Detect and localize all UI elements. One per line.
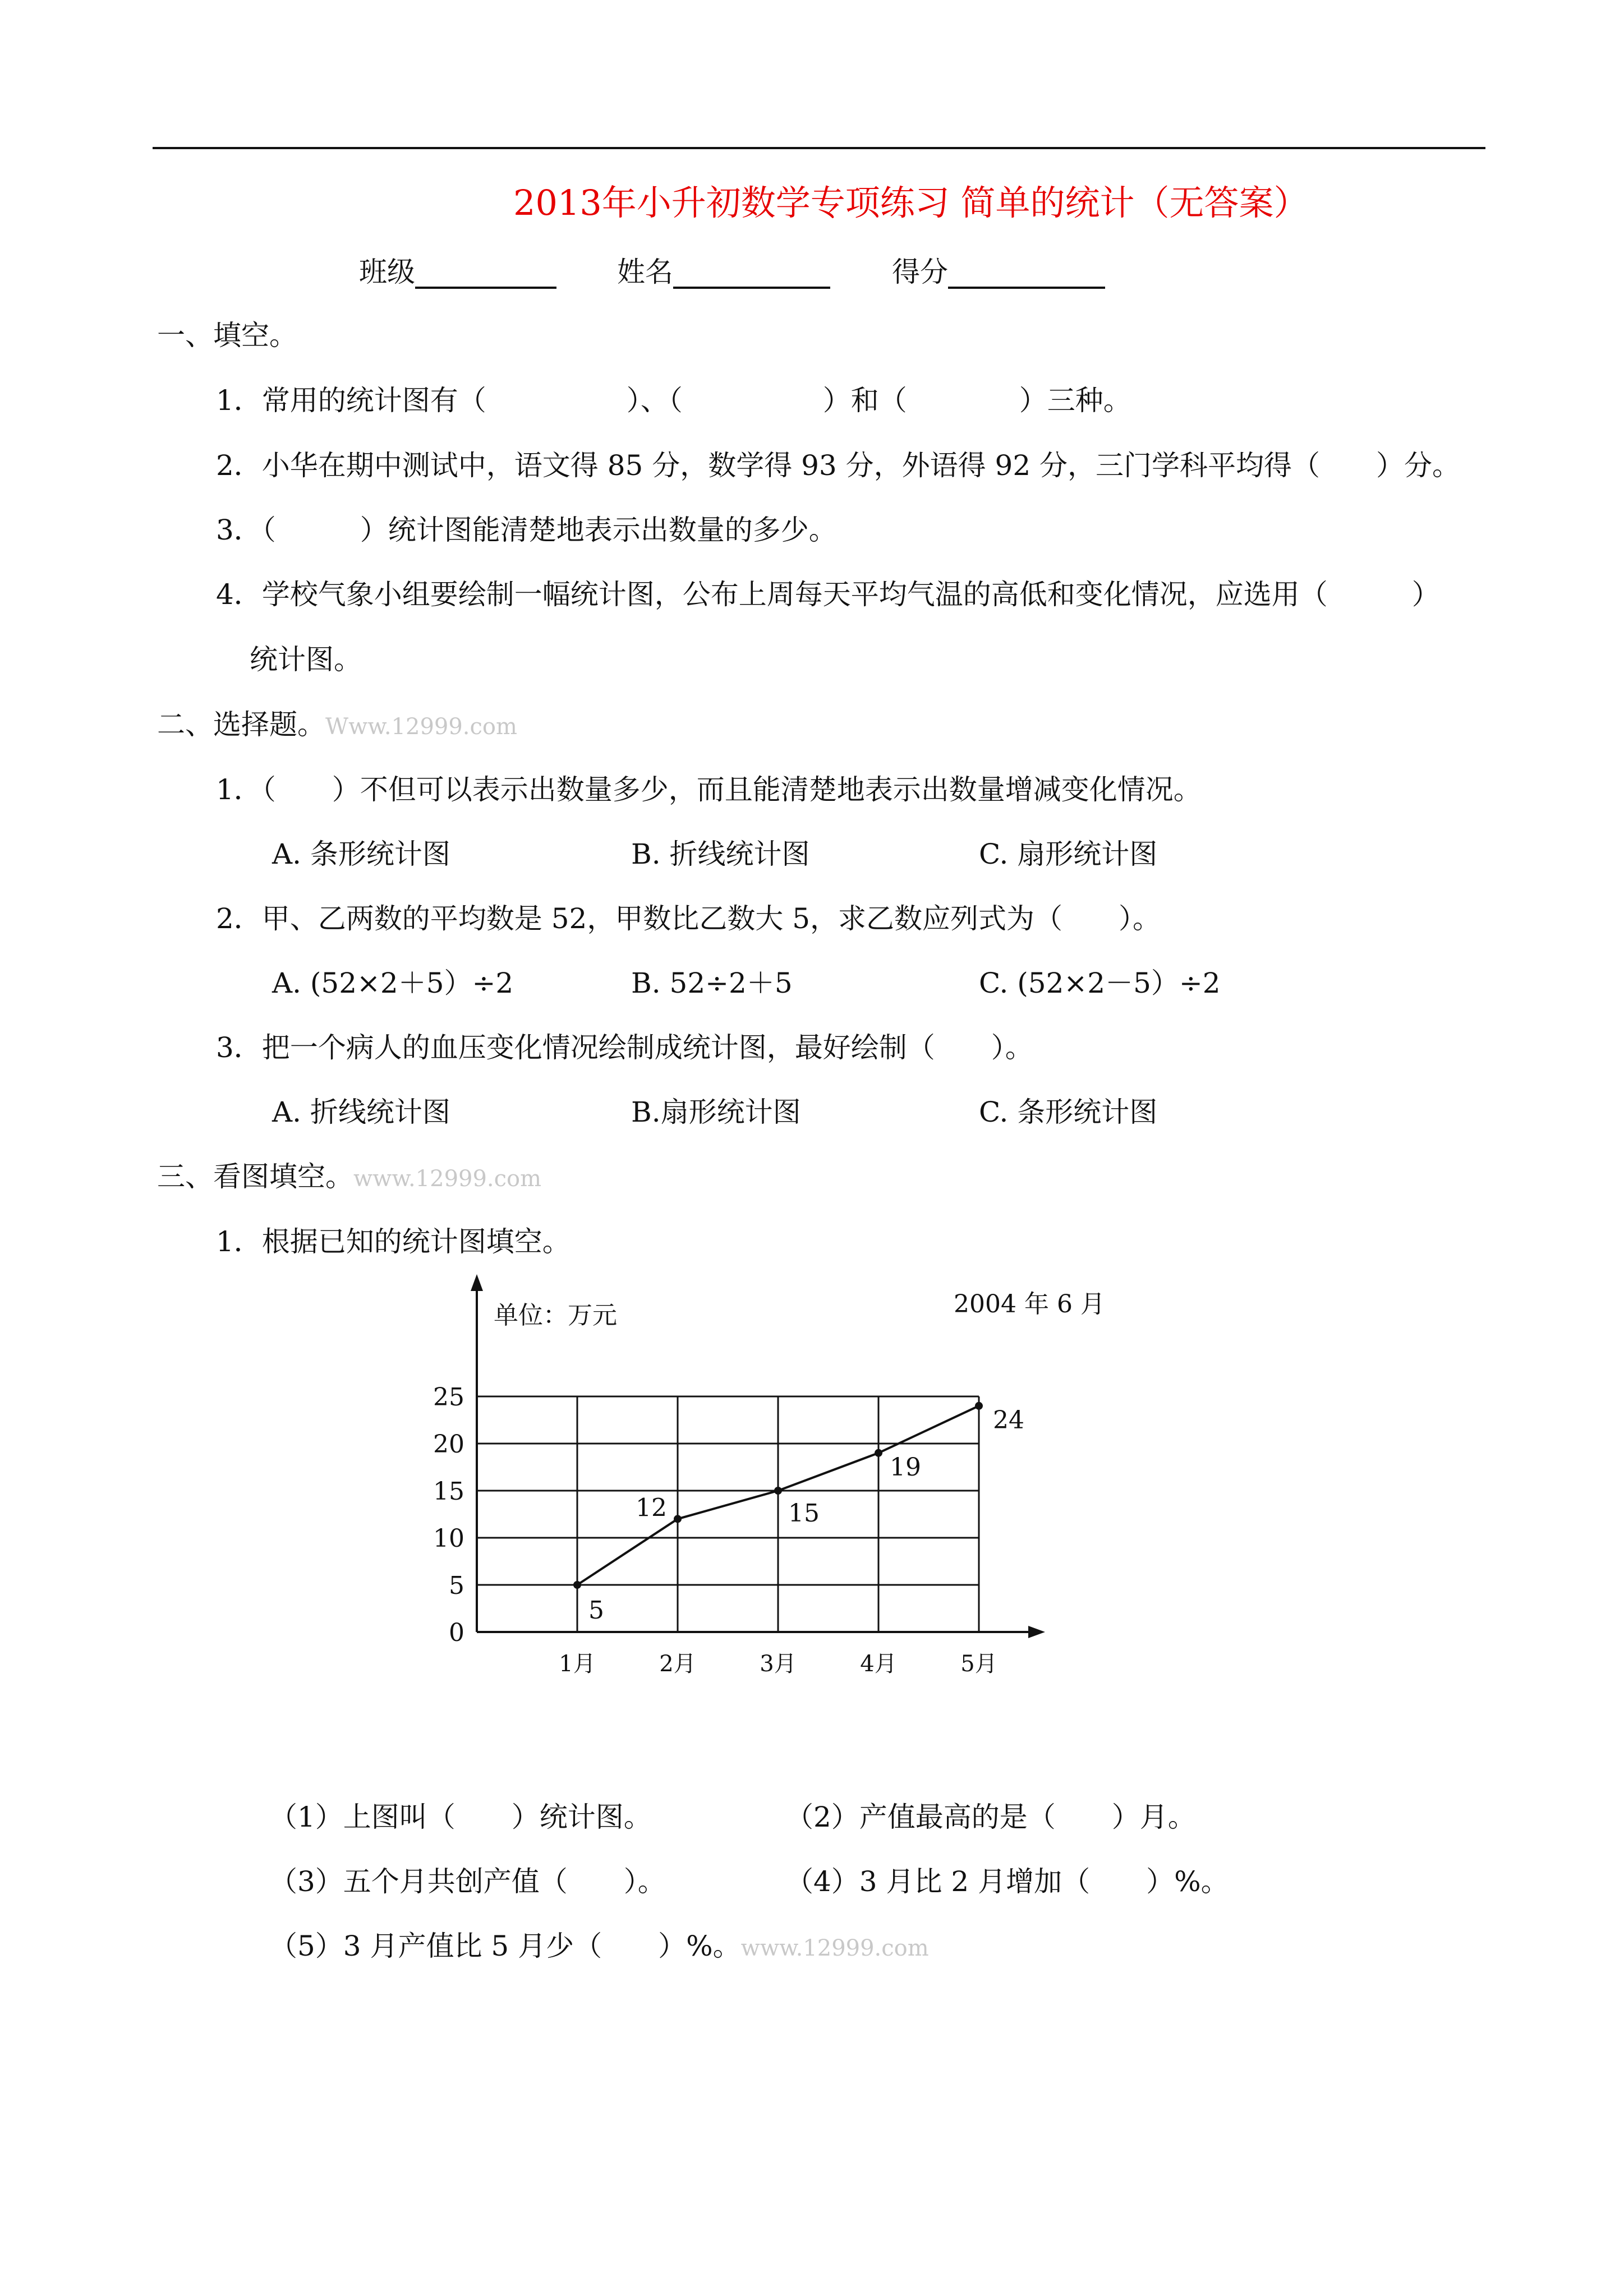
- x-tick-label: 4月: [860, 1651, 897, 1677]
- class-label: 班级: [359, 256, 415, 288]
- sec2-question-2: 2．甲、乙两数的平均数是 52，甲数比乙数大 5，求乙数应列式为（ ）。: [216, 902, 1161, 935]
- sec1-question-3: 3．（ ）统计图能清楚地表示出数量的多少。: [216, 514, 837, 546]
- sec1-question-4: 4．学校气象小组要绘制一幅统计图，公布上周每天平均气温的高低和变化情况，应选用（ ）: [216, 578, 1440, 611]
- sec2-q3-option-c: C. 条形统计图: [979, 1096, 1158, 1128]
- name-field: [617, 255, 830, 289]
- sub-question-5-text: （5）3 月产值比 5 月少（ ）%。: [269, 1930, 741, 1962]
- data-point: [573, 1581, 581, 1589]
- sec1-question-4-cont: 统计图。: [250, 643, 362, 676]
- sec2-q1-option-c: C. 扇形统计图: [979, 838, 1158, 870]
- x-tick-label: 3月: [760, 1651, 797, 1677]
- data-point: [975, 1402, 983, 1410]
- page-title: 2013年小升初数学专项练习 简单的统计（无答案）: [513, 182, 1309, 223]
- name-label: 姓名: [617, 256, 673, 288]
- x-axis-arrow: [1028, 1626, 1045, 1638]
- sub-question-1: （1）上图叫（ ）统计图。: [269, 1801, 652, 1833]
- y-tick-label: 10: [433, 1524, 464, 1553]
- data-label: 5: [588, 1596, 604, 1625]
- y-tick-label: 0: [449, 1619, 464, 1647]
- data-label: 15: [788, 1499, 820, 1528]
- watermark: www.12999.com: [353, 1166, 542, 1192]
- sec2-question-3: 3．把一个病人的血压变化情况绘制成统计图，最好绘制（ ）。: [216, 1031, 1033, 1064]
- section-2-title: 二、选择题。: [157, 708, 325, 741]
- name-blank[interactable]: [673, 261, 830, 289]
- data-label: 12: [636, 1493, 667, 1523]
- section-3-heading: [157, 1160, 541, 1193]
- sec1-question-1: 1．常用的统计图有（ ）、（ ）和（ ）三种。: [216, 384, 1131, 417]
- y-axis-arrow: [471, 1274, 483, 1291]
- watermark: Www.12999.com: [325, 714, 517, 740]
- section-2-heading: [157, 708, 517, 741]
- sec3-question-1: 1．根据已知的统计图填空。: [216, 1225, 571, 1258]
- section-1-heading: 一、填空。: [157, 319, 297, 352]
- x-tick-label: 5月: [960, 1651, 997, 1677]
- sec2-q3-option-a: A. 折线统计图: [272, 1096, 450, 1128]
- sec2-q1-option-b: B. 折线统计图: [631, 838, 810, 870]
- x-tick-label: 2月: [659, 1651, 696, 1677]
- y-tick-label: 15: [433, 1477, 464, 1506]
- section-3-title: 三、看图填空。: [157, 1160, 353, 1193]
- top-rule: [153, 147, 1485, 149]
- score-label: 得分: [892, 256, 948, 288]
- class-blank[interactable]: [415, 261, 556, 289]
- data-label: 24: [993, 1405, 1024, 1435]
- data-point: [774, 1487, 782, 1495]
- data-point: [674, 1515, 682, 1523]
- sec2-q1-option-a: A. 条形统计图: [272, 838, 450, 870]
- sec2-question-1: 1．（ ）不但可以表示出数量多少，而且能清楚地表示出数量增减变化情况。: [216, 773, 1202, 806]
- x-tick-label: 1月: [559, 1651, 596, 1677]
- score-field: [892, 255, 1105, 289]
- score-blank[interactable]: [948, 261, 1105, 289]
- y-tick-label: 20: [433, 1430, 464, 1459]
- y-axis-label: 单位：万元: [494, 1301, 617, 1330]
- sec2-q2-option-a: A. (52×2＋5）÷2: [272, 967, 514, 999]
- sub-question-2: （2）产值最高的是（ ）月。: [785, 1801, 1196, 1833]
- sub-question-5: [269, 1929, 929, 1963]
- sec2-q2-option-c: C. (52×2－5）÷2: [979, 967, 1221, 999]
- sub-question-3: （3）五个月共创产值（ ）。: [269, 1865, 666, 1898]
- chart-title: 2004 年 6 月: [954, 1290, 1105, 1318]
- sec1-question-2: 2．小华在期中测试中，语文得 85 分，数学得 93 分，外语得 92 分，三门学科平均得（ ）分。: [216, 449, 1461, 482]
- y-tick-label: 5: [449, 1571, 464, 1600]
- sec2-q3-option-b: B.扇形统计图: [631, 1096, 801, 1128]
- line-chart: [393, 1262, 1122, 1694]
- y-tick-label: 25: [433, 1383, 464, 1412]
- sec2-q2-option-b: B. 52÷2＋5: [631, 967, 793, 999]
- data-label: 19: [890, 1453, 921, 1482]
- watermark: www.12999.com: [740, 1935, 929, 1961]
- sub-question-4: （4）3 月比 2 月增加（ ）%。: [785, 1865, 1229, 1898]
- data-point: [875, 1449, 882, 1457]
- class-field: [359, 255, 556, 289]
